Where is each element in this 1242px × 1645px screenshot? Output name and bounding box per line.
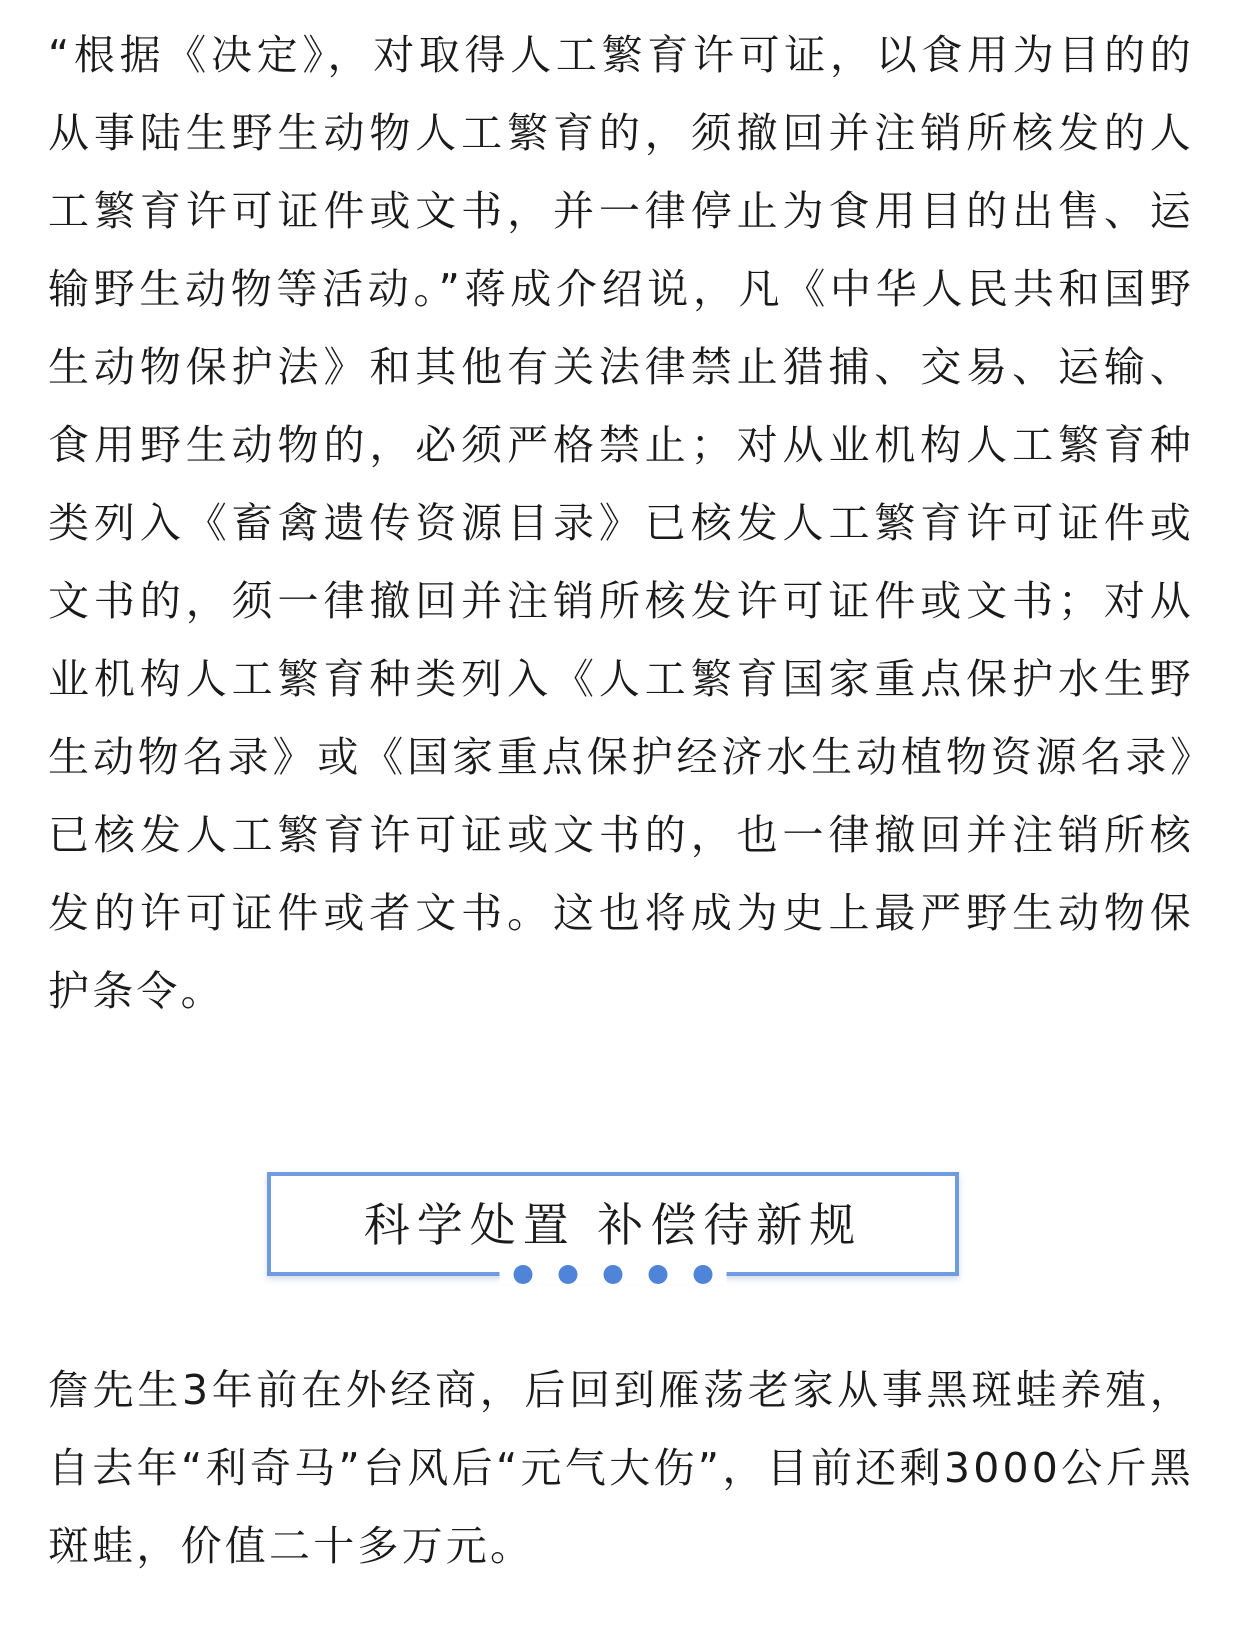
decorative-dot-icon: [649, 1265, 668, 1284]
section-heading-box: [267, 1172, 959, 1276]
article-body-continued: [48, 1351, 1194, 1585]
decorative-dot-icon: [514, 1265, 533, 1284]
article-paragraph-2: 詹先生3年前在外经商，后回到雁荡老家从事黑斑蛙养殖，自去年“利奇马”台风后“元气大伤”，目前还剩3000公斤黑斑蛙，价值二十多万元。: [48, 1366, 1194, 1570]
heading-dots-decoration: [500, 1265, 727, 1284]
section-heading-title: 科学处置 补偿待新规: [363, 1198, 863, 1252]
article-paragraph-1: “根据《决定》，对取得人工繁育许可证，以食用为目的的从事陆生野生动物人工繁育的，须撤回并注销所核发的人工繁育许可证件或文书，并一律停止为食用目的出售、运输野生动物等活动。”蒋成介绍说，凡《中华人民共和国野生动物保护法》和其他有关法律禁止猎捕、交易、运输、食用野生动物的，必须严格禁止；对从业机构人工繁育种类列入《畜禽遗传资源目录》已核发人工繁育许可证件或文书的，须一律撤回并注销所核发许可证件或文书；对从业机构人工繁育种类列入《人工繁育国家重点保护水生野生动物名录》或《国家重点保护经济水生动植物资源名录》已核发人工繁育许可证或文书的，也一律撤回并注销所核发的许可证件或者文书。这也将成为史上最严野生动物保护条令。: [48, 31, 1194, 1015]
decorative-dot-icon: [604, 1265, 623, 1284]
decorative-dot-icon: [694, 1265, 713, 1284]
article-body: [48, 16, 1194, 1030]
decorative-dot-icon: [559, 1265, 578, 1284]
